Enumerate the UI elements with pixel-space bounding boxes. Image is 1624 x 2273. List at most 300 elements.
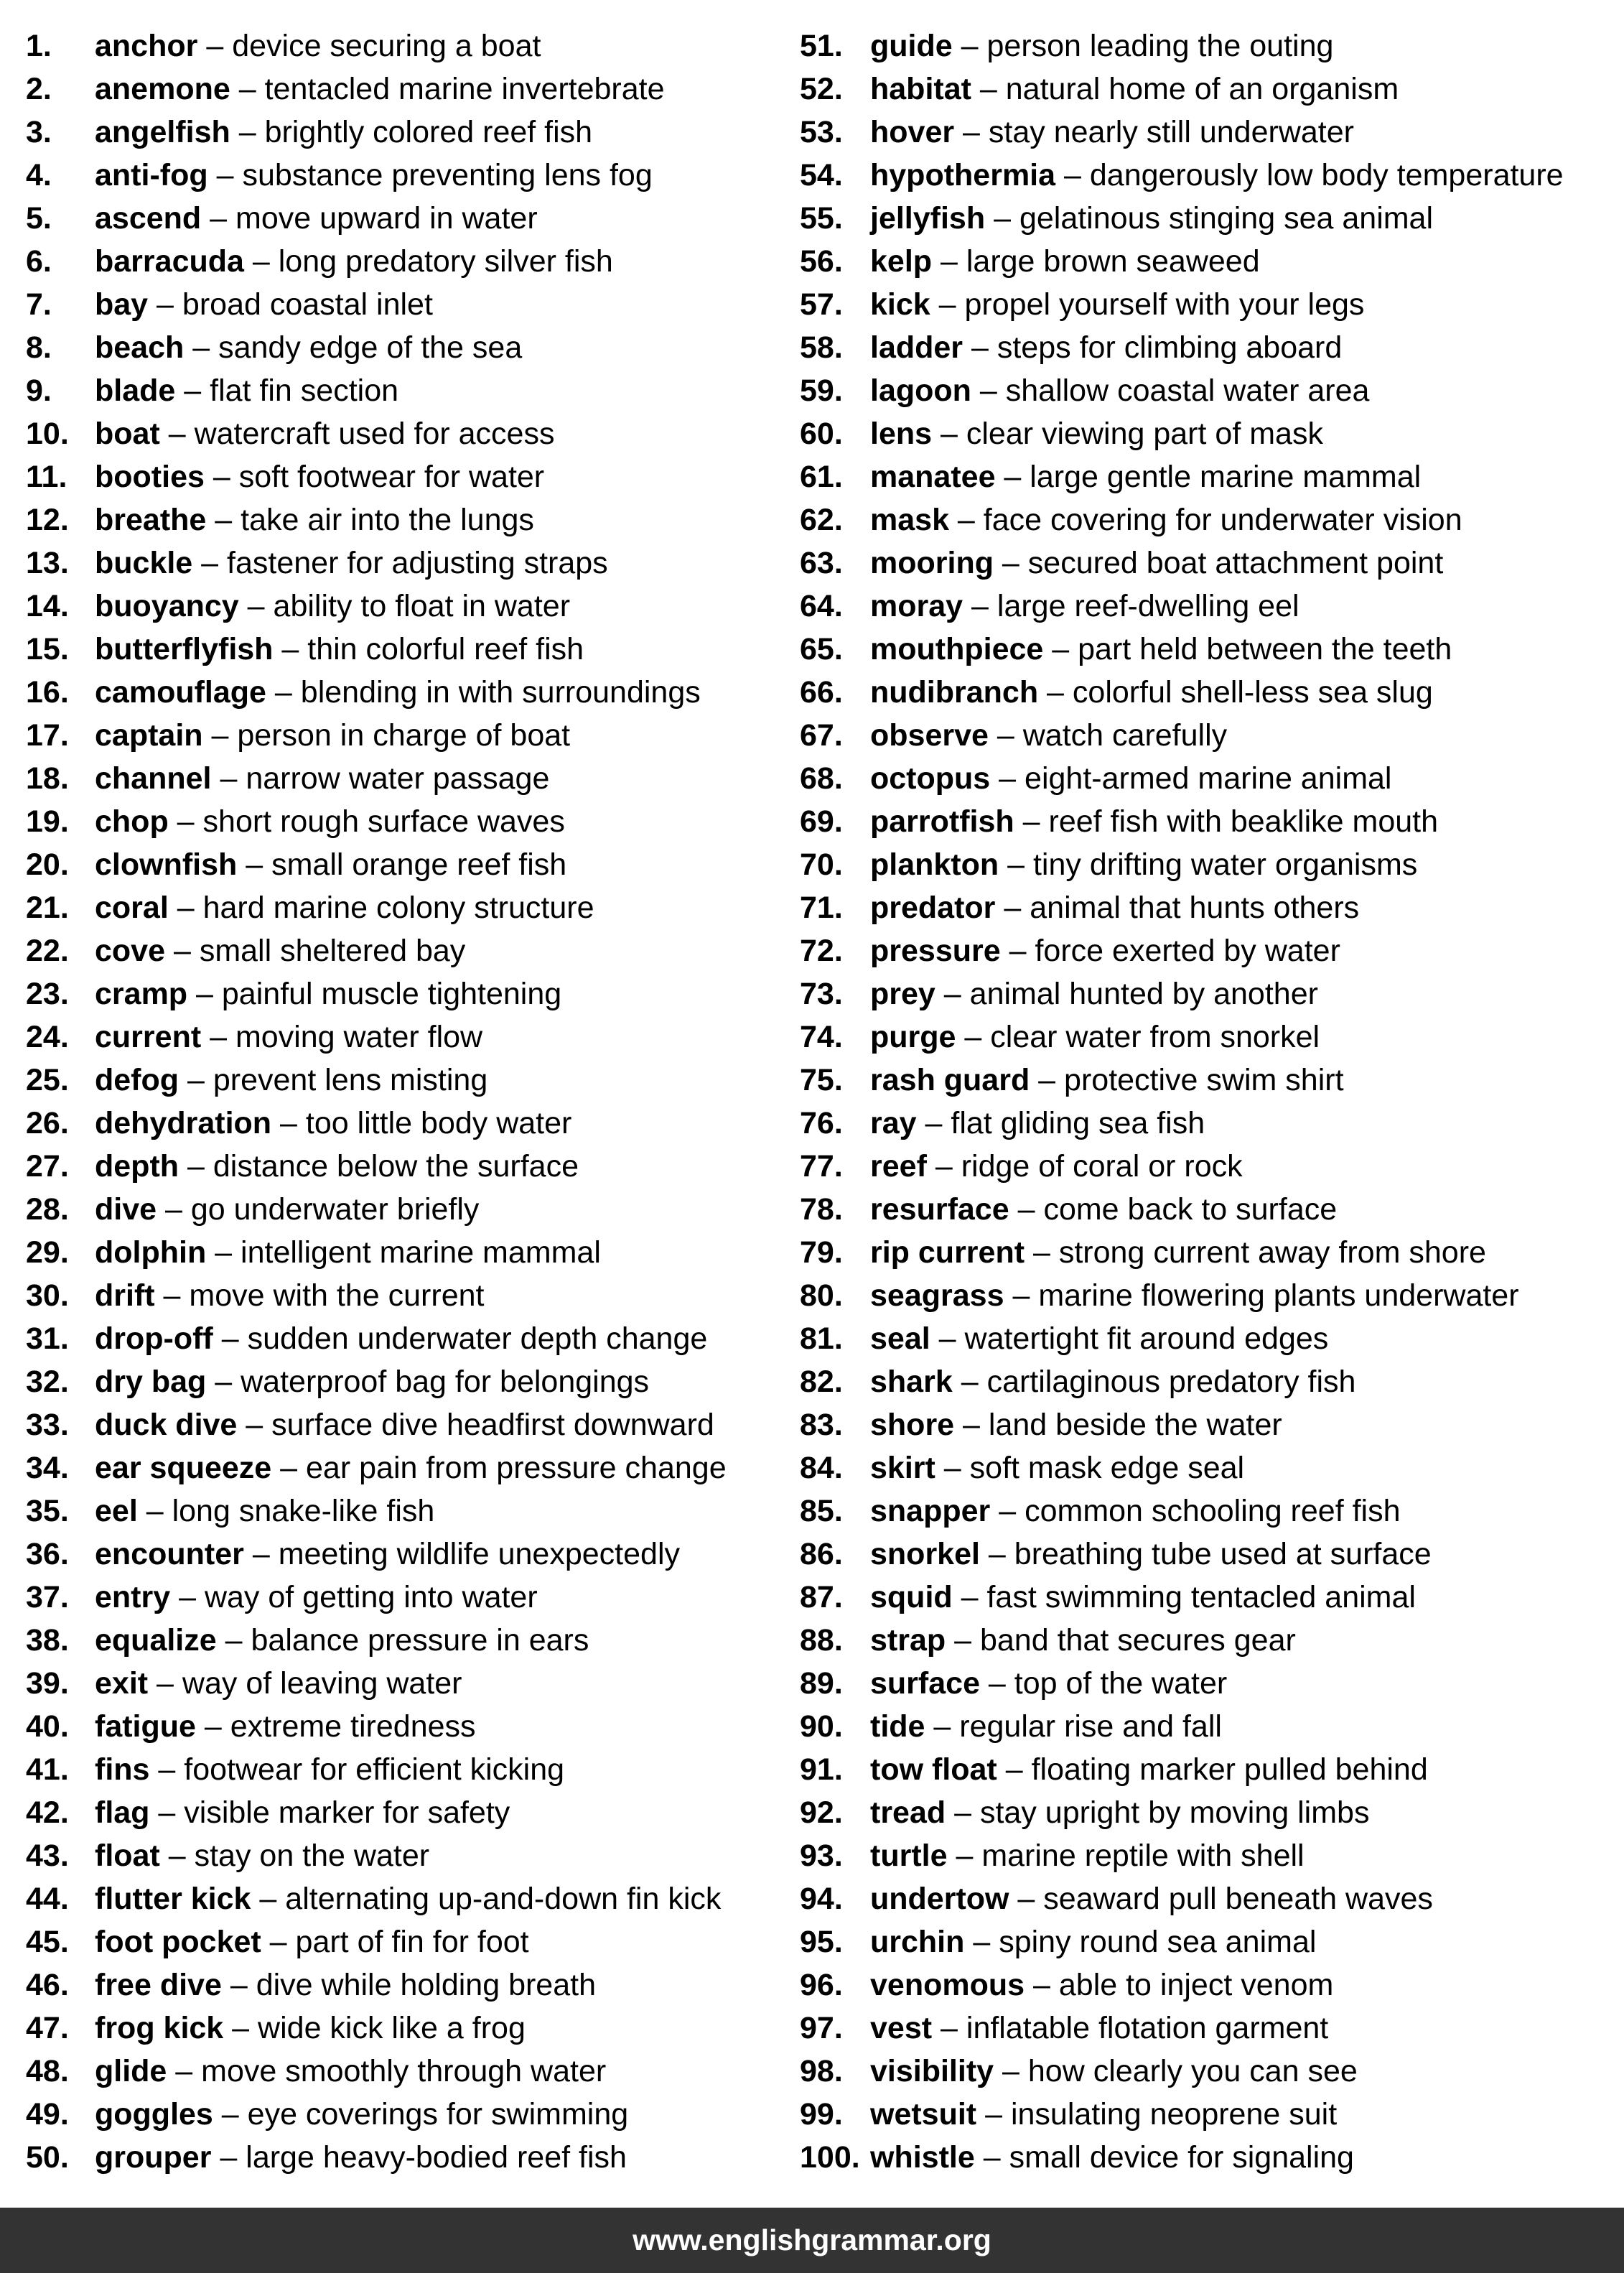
term: fatigue — [95, 1709, 196, 1744]
list-item — [800, 800, 1618, 843]
definition: floating marker pulled behind — [1031, 1752, 1428, 1787]
definition: way of getting into water — [204, 1580, 538, 1614]
list-item — [800, 1963, 1618, 2007]
list-item — [800, 541, 1618, 585]
definition: colorful shell-less sea slug — [1072, 675, 1433, 710]
term: anti-fog — [95, 158, 208, 192]
separator: – — [168, 891, 203, 925]
list-item — [26, 68, 773, 111]
term: frog kick — [95, 2011, 224, 2045]
separator: – — [985, 201, 1019, 236]
term: parrotfish — [870, 804, 1014, 839]
list-item — [26, 2007, 773, 2050]
separator: – — [926, 1149, 961, 1184]
term: hover — [870, 115, 955, 149]
item-number: 50. — [26, 2140, 69, 2175]
definition: how clearly you can see — [1027, 2054, 1358, 2088]
definition: ridge of coral or rock — [961, 1149, 1243, 1184]
item-number: 74. — [800, 1020, 843, 1054]
item-number: 45. — [26, 1925, 69, 1959]
list-item — [800, 2136, 1618, 2179]
term: squid — [870, 1580, 953, 1614]
definition: move smoothly through water — [201, 2054, 607, 2088]
definition: extreme tiredness — [230, 1709, 476, 1744]
separator: – — [266, 675, 301, 710]
list-item — [800, 1274, 1618, 1317]
term: visibility — [870, 2054, 994, 2088]
term: dolphin — [95, 1235, 207, 1270]
item-number: 64. — [800, 589, 843, 623]
term: bay — [95, 287, 149, 322]
item-number: 92. — [800, 1795, 843, 1830]
term: mask — [870, 503, 949, 537]
definition: eye coverings for swimming — [247, 2097, 629, 2132]
term: float — [95, 1839, 160, 1873]
definition: hard marine colony structure — [202, 891, 594, 925]
list-item — [800, 1576, 1618, 1619]
separator: – — [935, 1451, 970, 1485]
separator: – — [206, 1235, 241, 1270]
item-number: 34. — [26, 1451, 69, 1485]
term: shore — [870, 1408, 955, 1442]
list-item — [800, 1145, 1618, 1188]
separator: – — [1009, 1192, 1044, 1227]
separator: – — [963, 330, 997, 365]
definition: visible marker for safety — [184, 1795, 510, 1830]
list-item — [800, 197, 1618, 240]
definition: flat fin section — [210, 373, 399, 408]
item-number: 23. — [26, 977, 69, 1011]
list-item — [26, 369, 773, 412]
item-number: 16. — [26, 675, 69, 710]
list-item — [26, 972, 773, 1015]
separator: – — [946, 1623, 980, 1658]
separator: – — [216, 1623, 251, 1658]
definition: ability to float in water — [273, 589, 571, 623]
definition: large gentle marine mammal — [1030, 460, 1422, 494]
term: moray — [870, 589, 963, 623]
definition: band that secures gear — [979, 1623, 1296, 1658]
separator: – — [243, 244, 279, 279]
separator: – — [149, 1795, 185, 1830]
definition: stay on the water — [194, 1839, 430, 1873]
separator: – — [202, 718, 238, 753]
list-item — [26, 757, 773, 800]
item-number: 75. — [800, 1063, 843, 1097]
list-item — [800, 1834, 1618, 1877]
item-number: 97. — [800, 2011, 843, 2045]
item-number: 42. — [26, 1795, 69, 1830]
term: cramp — [95, 977, 188, 1011]
item-number: 4. — [26, 158, 52, 192]
list-item — [26, 1963, 773, 2007]
item-number: 38. — [26, 1623, 69, 1658]
item-number: 88. — [800, 1623, 843, 1658]
separator: – — [971, 72, 1006, 106]
separator: – — [192, 546, 228, 580]
list-item — [26, 197, 773, 240]
item-number: 70. — [800, 847, 843, 882]
separator: – — [168, 804, 203, 839]
separator: – — [947, 1839, 982, 1873]
definition: breathing tube used at surface — [1014, 1537, 1432, 1571]
item-number: 80. — [800, 1278, 843, 1313]
term: whistle — [870, 2140, 975, 2175]
list-item — [800, 24, 1618, 68]
left-column — [26, 24, 773, 2179]
term: exit — [95, 1666, 149, 1701]
list-item — [800, 369, 1618, 412]
separator: – — [237, 1408, 272, 1442]
definition: large reef-dwelling eel — [997, 589, 1299, 623]
list-item — [800, 283, 1618, 326]
item-number: 68. — [800, 761, 843, 796]
term: observe — [870, 718, 989, 753]
term: boat — [95, 417, 160, 451]
list-item — [26, 1102, 773, 1145]
separator: – — [204, 460, 239, 494]
list-item — [26, 1015, 773, 1059]
term: flag — [95, 1795, 150, 1830]
term: eel — [95, 1494, 138, 1528]
definition: secured boat attachment point — [1027, 546, 1444, 580]
item-number: 24. — [26, 1020, 69, 1054]
separator: – — [175, 373, 210, 408]
item-number: 66. — [800, 675, 843, 710]
item-number: 57. — [800, 287, 843, 322]
definition: face covering for underwater vision — [983, 503, 1462, 537]
separator: – — [137, 1494, 172, 1528]
definition: meeting wildlife unexpectedly — [278, 1537, 681, 1571]
list-item — [800, 154, 1618, 197]
definition: cartilaginous predatory fish — [986, 1365, 1356, 1399]
list-item — [26, 1489, 773, 1533]
term: breathe — [95, 503, 207, 537]
definition: small device for signaling — [1009, 2140, 1354, 2175]
item-number: 12. — [26, 503, 69, 537]
list-item — [800, 929, 1618, 972]
term: tread — [870, 1795, 946, 1830]
definition: propel yourself with your legs — [964, 287, 1365, 322]
term: fins — [95, 1752, 150, 1787]
term: dehydration — [95, 1106, 272, 1140]
definition: fastener for adjusting straps — [227, 546, 608, 580]
term: tide — [870, 1709, 925, 1744]
separator: – — [165, 934, 200, 968]
separator: – — [243, 1537, 279, 1571]
separator: – — [971, 373, 1006, 408]
term: buoyancy — [95, 589, 239, 623]
list-item — [26, 714, 773, 757]
term: pressure — [870, 934, 1001, 968]
list-item — [800, 2007, 1618, 2050]
definition: animal hunted by another — [969, 977, 1318, 1011]
definition: device securing a boat — [232, 29, 541, 63]
definition: natural home of an organism — [1005, 72, 1399, 106]
separator: – — [956, 1020, 991, 1054]
list-item — [800, 1877, 1618, 1920]
separator: – — [195, 1709, 230, 1744]
definition: blending in with surroundings — [300, 675, 701, 710]
item-number: 1. — [26, 29, 52, 63]
item-number: 33. — [26, 1408, 69, 1442]
item-number: 83. — [800, 1408, 843, 1442]
separator: – — [952, 1365, 987, 1399]
list-item — [26, 1619, 773, 1662]
term: encounter — [95, 1537, 244, 1571]
item-number: 25. — [26, 1063, 69, 1097]
separator: – — [997, 1752, 1032, 1787]
list-item — [26, 455, 773, 498]
definition: dangerously low body temperature — [1089, 158, 1564, 192]
separator: – — [1025, 1968, 1059, 2002]
separator: – — [170, 1580, 205, 1614]
list-item — [800, 843, 1618, 886]
item-number: 7. — [26, 287, 52, 322]
item-number: 60. — [800, 417, 843, 451]
definition: watercraft used for access — [194, 417, 555, 451]
list-item — [26, 1662, 773, 1705]
separator: – — [179, 1149, 213, 1184]
list-item — [800, 1705, 1618, 1748]
definition: eight-armed marine animal — [1025, 761, 1392, 796]
term: prey — [870, 977, 935, 1011]
term: butterflyfish — [95, 632, 274, 666]
separator: – — [932, 417, 966, 451]
list-item — [26, 886, 773, 929]
separator: – — [157, 1192, 191, 1227]
definition: thin colorful reef fish — [307, 632, 584, 666]
term: jellyfish — [870, 201, 986, 236]
item-number: 36. — [26, 1537, 69, 1571]
item-number: 55. — [800, 201, 843, 236]
separator: – — [154, 1278, 190, 1313]
separator: – — [954, 115, 989, 149]
separator: – — [251, 1882, 286, 1916]
term: snorkel — [870, 1537, 980, 1571]
definition: steps for climbing aboard — [997, 330, 1343, 365]
separator: – — [1043, 632, 1078, 666]
term: glide — [95, 2054, 167, 2088]
item-number: 5. — [26, 201, 52, 236]
separator: – — [990, 761, 1025, 796]
definition: person leading the outing — [986, 29, 1334, 63]
separator: – — [932, 2011, 966, 2045]
item-number: 52. — [800, 72, 843, 106]
item-number: 62. — [800, 503, 843, 537]
term: kick — [870, 287, 930, 322]
item-number: 43. — [26, 1839, 69, 1873]
term: nudibranch — [870, 675, 1039, 710]
list-item — [26, 585, 773, 628]
separator: – — [1055, 158, 1090, 192]
footer-url[interactable]: www.englishgrammar.org — [633, 2223, 991, 2256]
term: lagoon — [870, 373, 971, 408]
list-item — [800, 326, 1618, 369]
item-number: 79. — [800, 1235, 843, 1270]
definition: balance pressure in ears — [251, 1623, 589, 1658]
separator: – — [995, 460, 1030, 494]
item-number: 96. — [800, 1968, 843, 2002]
list-item — [800, 972, 1618, 1015]
item-number: 35. — [26, 1494, 69, 1528]
item-number: 69. — [800, 804, 843, 839]
item-number: 20. — [26, 847, 69, 882]
list-item — [26, 154, 773, 197]
item-number: 13. — [26, 546, 69, 580]
item-number: 89. — [800, 1666, 843, 1701]
separator: – — [952, 1580, 987, 1614]
separator: – — [201, 201, 236, 236]
term: shark — [870, 1365, 953, 1399]
list-item — [800, 1059, 1618, 1102]
definition: strong current away from shore — [1058, 1235, 1486, 1270]
definition: protective swim shirt — [1064, 1063, 1344, 1097]
definition: dive while holding breath — [256, 1968, 597, 2002]
item-number: 56. — [800, 244, 843, 279]
definition: clear viewing part of mask — [966, 417, 1323, 451]
term: seal — [870, 1321, 930, 1356]
list-item — [800, 1102, 1618, 1145]
definition: fast swimming tentacled animal — [986, 1580, 1416, 1614]
item-number: 6. — [26, 244, 52, 279]
item-number: 22. — [26, 934, 69, 968]
definition: large heavy-bodied reef fish — [246, 2140, 627, 2175]
list-item — [800, 1748, 1618, 1791]
list-item — [800, 2050, 1618, 2093]
item-number: 32. — [26, 1365, 69, 1399]
list-item — [26, 800, 773, 843]
list-item — [800, 1489, 1618, 1533]
item-number: 49. — [26, 2097, 69, 2132]
list-item — [26, 1877, 773, 1920]
separator: – — [976, 2097, 1011, 2132]
separator: – — [211, 761, 246, 796]
item-number: 30. — [26, 1278, 69, 1313]
separator: – — [994, 2054, 1028, 2088]
separator: – — [1009, 1882, 1044, 1916]
item-number: 94. — [800, 1882, 843, 1916]
definition: tentacled marine invertebrate — [264, 72, 665, 106]
list-item — [800, 628, 1618, 671]
separator: – — [271, 1451, 307, 1485]
separator: – — [159, 1839, 195, 1873]
item-number: 17. — [26, 718, 69, 753]
definition: footwear for efficient kicking — [184, 1752, 565, 1787]
definition: regular rise and fall — [959, 1709, 1222, 1744]
list-item — [26, 24, 773, 68]
item-number: 95. — [800, 1925, 843, 1959]
list-item — [800, 412, 1618, 455]
separator: – — [179, 1063, 213, 1097]
term: wetsuit — [870, 2097, 977, 2132]
term: reef — [870, 1149, 927, 1184]
item-number: 11. — [26, 460, 67, 494]
item-number: 91. — [800, 1752, 843, 1787]
item-number: 71. — [800, 891, 843, 925]
item-number: 27. — [26, 1149, 69, 1184]
term: duck dive — [95, 1408, 238, 1442]
definition: part of fin for foot — [295, 1925, 529, 1959]
list-item — [800, 2093, 1618, 2136]
definition: brightly colored reef fish — [264, 115, 593, 149]
list-item — [800, 585, 1618, 628]
list-item — [800, 886, 1618, 929]
term: buckle — [95, 546, 193, 580]
definition: watertight fit around edges — [964, 1321, 1329, 1356]
separator: – — [237, 847, 272, 882]
list-item — [26, 1360, 773, 1403]
term: defog — [95, 1063, 179, 1097]
item-number: 44. — [26, 1882, 69, 1916]
definition: ear pain from pressure change — [306, 1451, 727, 1485]
item-number: 65. — [800, 632, 843, 666]
separator: – — [148, 1666, 182, 1701]
list-item — [800, 1533, 1618, 1576]
item-number: 98. — [800, 2054, 843, 2088]
definition: painful muscle tightening — [221, 977, 562, 1011]
definition: shallow coastal water area — [1005, 373, 1370, 408]
item-number: 15. — [26, 632, 69, 666]
definition: animal that hunts others — [1030, 891, 1360, 925]
item-number: 76. — [800, 1106, 843, 1140]
separator: – — [990, 1494, 1025, 1528]
item-number: 37. — [26, 1580, 69, 1614]
term: dry bag — [95, 1365, 207, 1399]
list-item — [800, 671, 1618, 714]
term: surface — [870, 1666, 980, 1701]
item-number: 47. — [26, 2011, 69, 2045]
item-number: 21. — [26, 891, 69, 925]
separator: – — [159, 417, 195, 451]
separator: – — [979, 1537, 1014, 1571]
definition: land beside the water — [988, 1408, 1282, 1442]
term: free dive — [95, 1968, 222, 2002]
definition: stay nearly still underwater — [988, 115, 1354, 149]
list-item — [26, 1834, 773, 1877]
definition: move upward in water — [235, 201, 538, 236]
list-item — [800, 1231, 1618, 1274]
separator: – — [952, 29, 987, 63]
list-item — [800, 714, 1618, 757]
list-item — [800, 455, 1618, 498]
item-number: 84. — [800, 1451, 843, 1485]
term: beach — [95, 330, 185, 365]
item-number: 29. — [26, 1235, 69, 1270]
separator: – — [946, 1795, 980, 1830]
term: turtle — [870, 1839, 948, 1873]
separator: – — [211, 2140, 246, 2175]
item-number: 51. — [800, 29, 843, 63]
list-item — [26, 843, 773, 886]
item-number: 67. — [800, 718, 843, 753]
definition: intelligent marine mammal — [241, 1235, 601, 1270]
separator: – — [1004, 1278, 1039, 1313]
term: urchin — [870, 1925, 965, 1959]
term: mouthpiece — [870, 632, 1044, 666]
item-number: 28. — [26, 1192, 69, 1227]
term: purge — [870, 1020, 956, 1054]
item-number: 61. — [800, 460, 843, 494]
term: guide — [870, 29, 953, 63]
separator: – — [230, 115, 265, 149]
item-number: 53. — [800, 115, 843, 149]
definition: common schooling reef fish — [1025, 1494, 1401, 1528]
definition: spiny round sea animal — [999, 1925, 1317, 1959]
item-number: 85. — [800, 1494, 843, 1528]
item-number: 59. — [800, 373, 843, 408]
term: habitat — [870, 72, 971, 106]
